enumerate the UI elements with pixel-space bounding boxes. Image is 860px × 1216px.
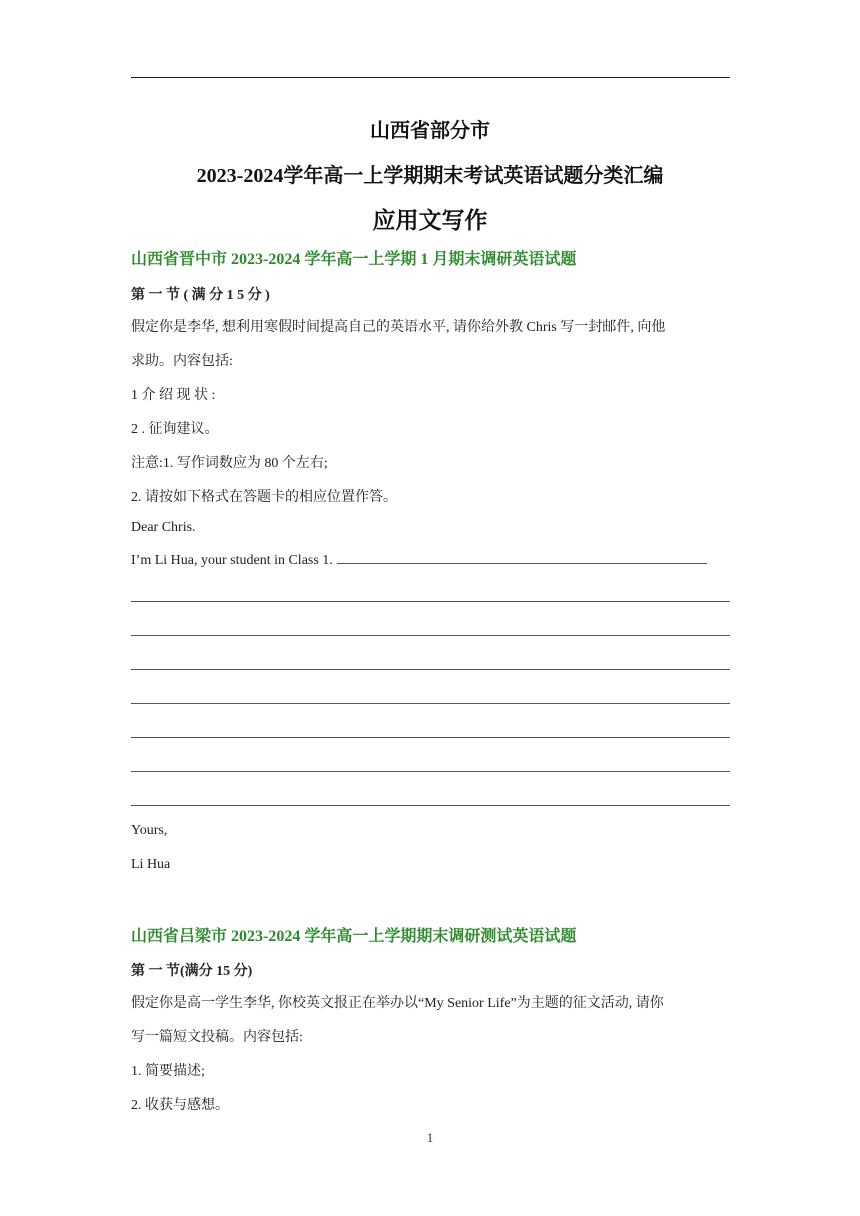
section2-part-label: 第 一 节(满分 15 分) — [131, 964, 253, 979]
answer-blank-line — [131, 601, 730, 602]
section2-heading: 山西省吕梁市 2023-2024 学年高一上学期期末调研测试英语试题 — [131, 928, 577, 945]
section1-item1: 1 介 绍 现 状 : — [131, 388, 216, 403]
answer-blank-line — [131, 703, 730, 704]
letter-salutation: Dear Chris. — [131, 520, 196, 535]
section1-prompt-line2: 求助。内容包括: — [131, 354, 233, 369]
page-number: 1 — [426, 1130, 434, 1145]
answer-blank-line — [131, 737, 730, 738]
section1-note2: 2. 请按如下格式在答题卡的相应位置作答。 — [131, 490, 397, 505]
section2-prompt-line1: 假定你是高一学生李华, 你校英文报正在举办以“My Senior Life”为主题的征文活动, 请你 — [131, 996, 664, 1011]
answer-blank-line — [131, 669, 730, 670]
section2-prompt-line2: 写一篇短文投稿。内容包括: — [131, 1030, 303, 1045]
header-rule — [131, 77, 730, 78]
document-title-category: 应用文写作 — [372, 208, 488, 233]
letter-closing: Yours, — [131, 823, 168, 838]
section2-item2: 2. 收获与感想。 — [131, 1098, 229, 1113]
letter-signature: Li Hua — [131, 857, 171, 872]
section1-heading: 山西省晋中市 2023-2024 学年高一上学期 1 月期末调研英语试题 — [131, 251, 577, 268]
section1-note1: 注意:1. 写作词数应为 80 个左右; — [131, 456, 328, 471]
letter-opening-line — [131, 553, 707, 569]
document-title-main: 2023-2024学年高一上学期期末考试英语试题分类汇编 — [196, 165, 664, 187]
letter-opening-text: I’m Li Hua, your student in Class 1. — [131, 553, 333, 568]
answer-blank-line — [131, 805, 730, 806]
section1-item2: 2 . 征询建议。 — [131, 422, 219, 437]
answer-blank-line — [131, 635, 730, 636]
section2-item1: 1. 简要描述; — [131, 1064, 205, 1079]
section1-part-label: 第 一 节 ( 满 分 1 5 分 ) — [131, 288, 270, 303]
answer-blank-inline — [337, 562, 707, 564]
section1-prompt-line1: 假定你是李华, 想利用寒假时间提高自己的英语水平, 请你给外教 Chris 写一封邮件, 向他 — [131, 320, 666, 335]
answer-blank-line — [131, 771, 730, 772]
document-title-region: 山西省部分市 — [370, 120, 490, 142]
